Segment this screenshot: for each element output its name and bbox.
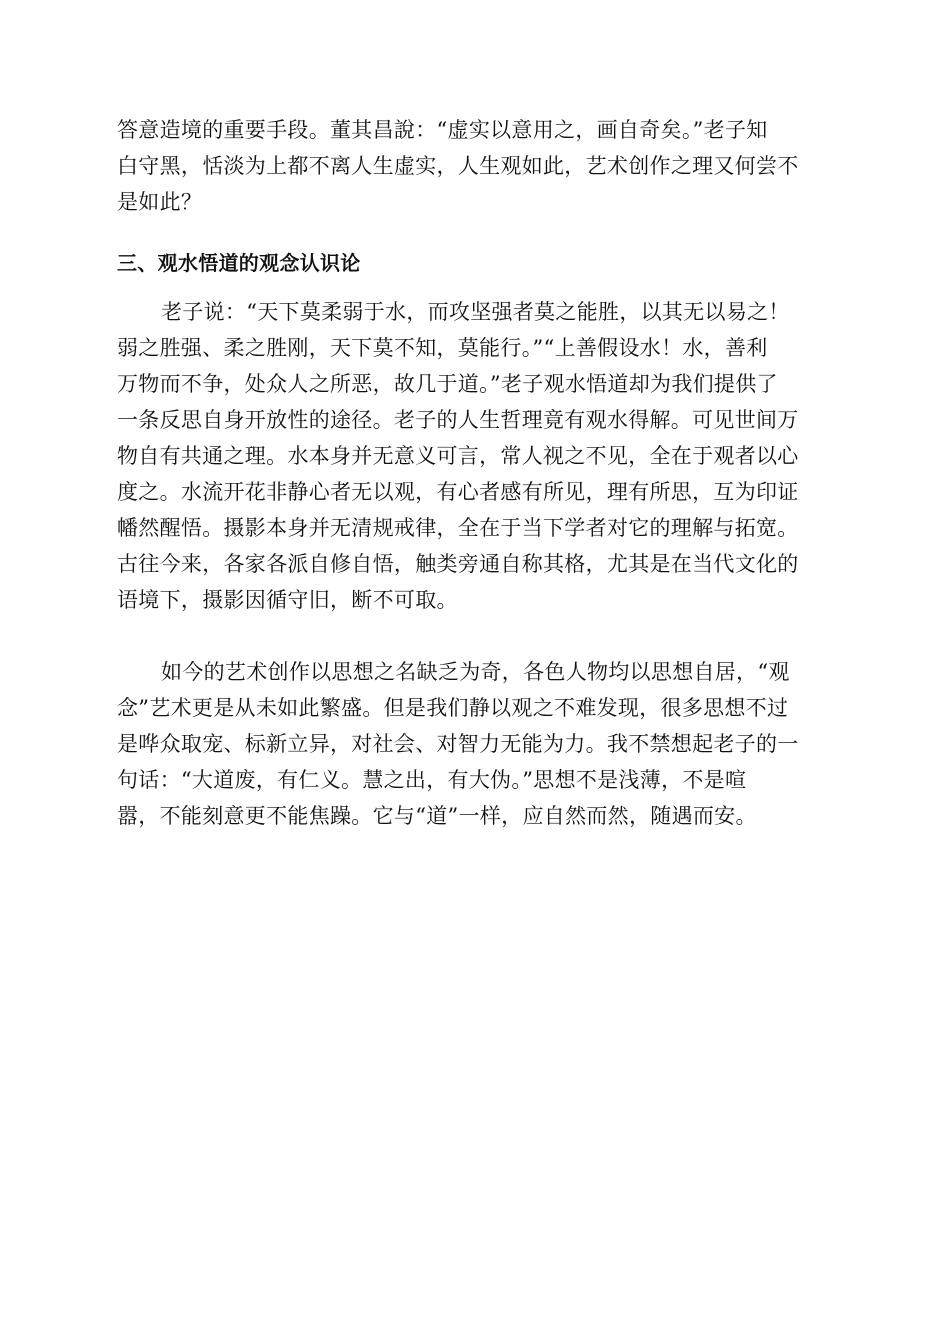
paragraph-1: [117, 114, 833, 218]
text-line: 老子说：“天下莫柔弱于水，而攻坚强者莫之能胜，以其无以易之！: [161, 300, 790, 324]
text-line: 古往今来，各家各派自修自悟，触类旁通自称其格，尤其是在当代文化的: [117, 552, 799, 576]
text-line: 万物而不争，处众人之所恶，故几于道。”老子观水悟道却为我们提供了: [117, 372, 778, 396]
text-line: 答意造境的重要手段。董其昌說：“虚实以意用之，画自奇矣。”老子知: [117, 118, 768, 142]
text-line: 句话：“大道废，有仁义。慧之出，有大伪。”思想不是浅薄，不是喧: [117, 768, 747, 792]
text-line: 是哗众取宠、标新立异，对社会、对智力无能为力。我不禁想起老子的一: [117, 732, 799, 756]
text-line: 嚣，不能刻意更不能焦躁。它与“道”一样，应自然而然，随遇而安。: [117, 804, 757, 828]
text-line: 一条反思自身开放性的途径。老子的人生哲理竟有观水得解。可见世间万: [117, 408, 799, 432]
section-heading: 三、观水悟道的观念认识论: [117, 251, 361, 275]
text-line: 如今的艺术创作以思想之名缺乏为奇，各色人物均以思想自居，“观: [161, 660, 790, 684]
text-line: 弱之胜强、柔之胜刚，天下莫不知，莫能行。”“上善假设水！水，善利: [117, 336, 768, 360]
text-line: 幡然醒悟。摄影本身并无清规戒律，全在于当下学者对它的理解与拓宽。: [117, 516, 799, 540]
text-line: 白守黑，恬淡为上都不离人生虚实，人生观如此，艺术创作之理又何尝不: [117, 154, 799, 178]
document-page: [117, 114, 833, 828]
paragraph-3: [117, 656, 833, 836]
text-line: 语境下，摄影因循守旧，断不可取。: [117, 588, 458, 612]
paragraph-2: [117, 296, 833, 620]
text-line: 物自有共通之理。水本身并无意义可言，常人视之不见，全在于观者以心: [117, 444, 799, 468]
text-line: 念”艺术更是从未如此繁盛。但是我们静以观之不难发现，很多思想不过: [117, 696, 789, 720]
text-line: 是如此？: [117, 190, 203, 214]
text-line: 度之。水流开花非静心者无以观，有心者感有所见，理有所思，互为印证: [117, 480, 799, 504]
